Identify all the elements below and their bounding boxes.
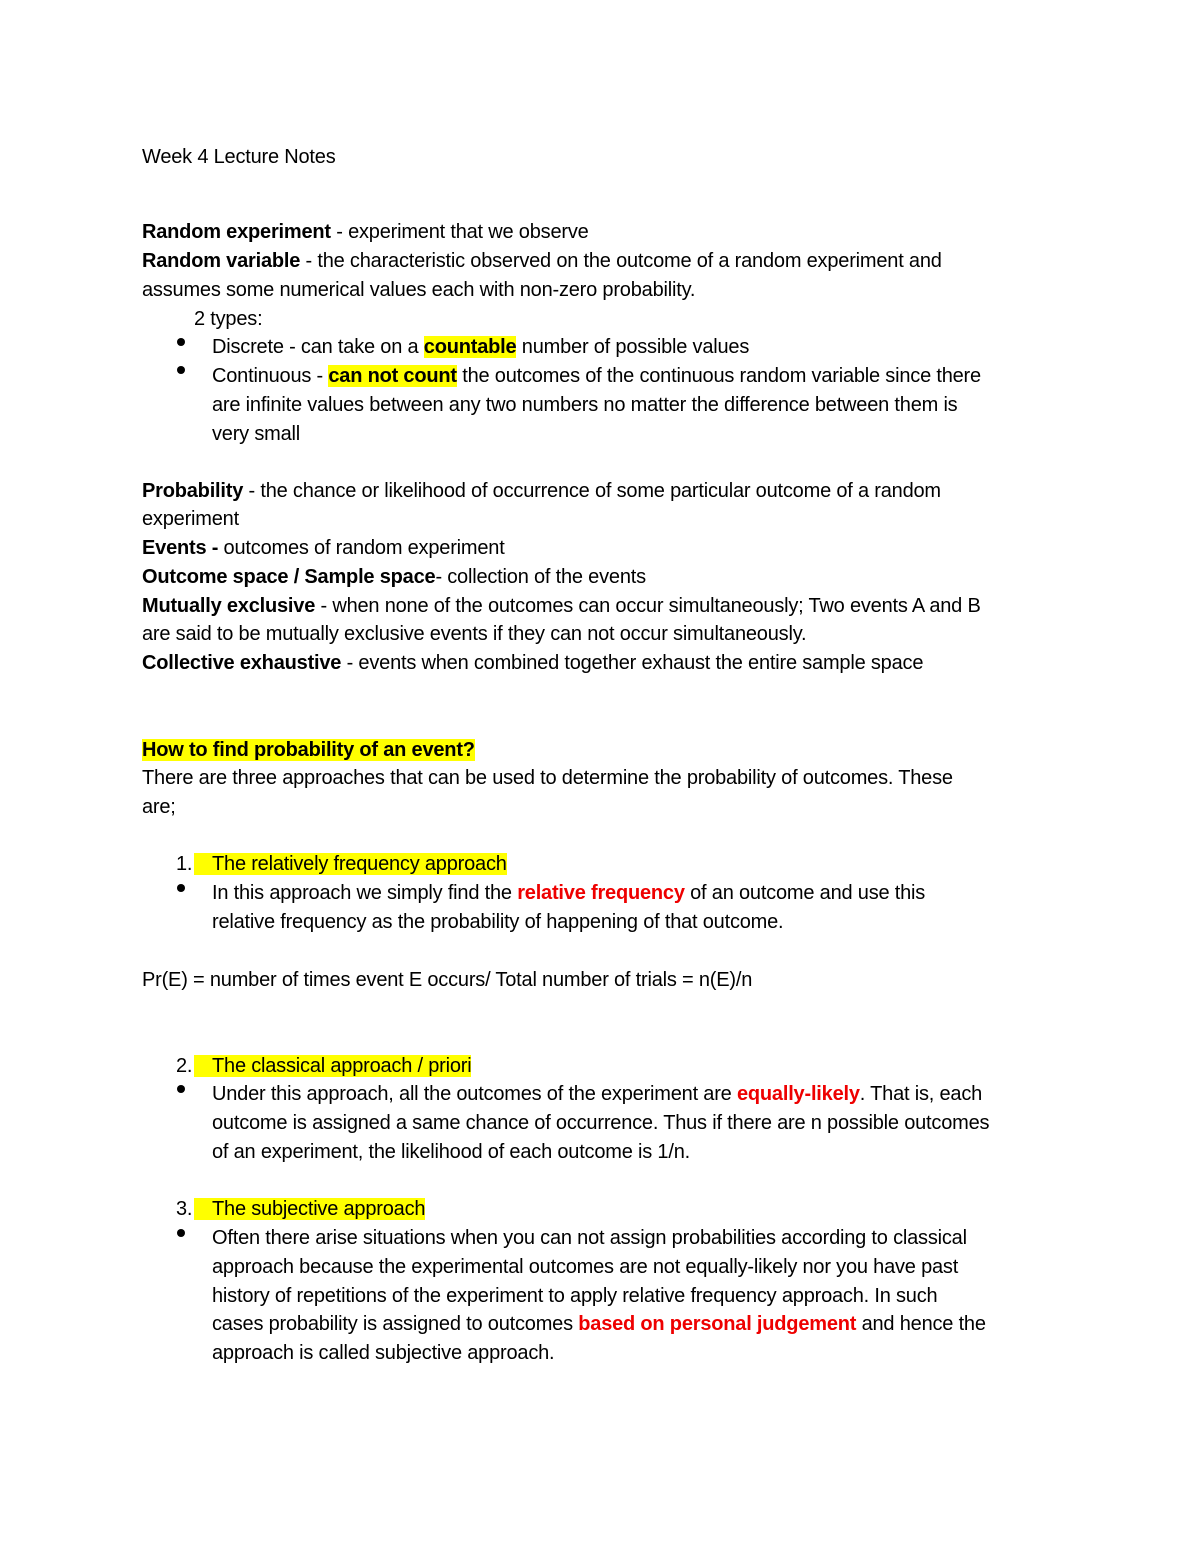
- separator: -: [341, 652, 359, 674]
- item-text-cont: approach because the experimental outcomes are not equally-likely nor you have past: [212, 1256, 959, 1278]
- definition-text: the chance or likelihood of occurrence of some particular outcome of a random: [260, 480, 941, 502]
- item-text: number of possible values: [516, 336, 750, 358]
- item-text-cont: relative frequency as the probability of happening of that outcome.: [212, 911, 784, 933]
- bullet-icon: [177, 1085, 185, 1093]
- emphasis-text: relative frequency: [517, 882, 685, 904]
- item-text-cont: of an experiment, the likelihood of each outcome is 1/n.: [212, 1141, 690, 1163]
- item-text: and hence the: [856, 1313, 986, 1335]
- item-text: In this approach we simply find the: [212, 882, 518, 904]
- term: Events -: [142, 537, 219, 559]
- definition-random-experiment: [142, 218, 589, 247]
- list-number: 2.: [176, 1055, 193, 1077]
- section-intro-cont: are;: [142, 796, 176, 818]
- list-item-discrete: [212, 333, 749, 362]
- definition-mutually-exclusive: [142, 592, 981, 621]
- approach-description: Often there arise situations when you can not assign probabilities according to classical: [212, 1227, 967, 1249]
- item-text: Discrete - can take on a: [212, 336, 424, 358]
- highlighted-term: countable: [423, 336, 517, 358]
- types-heading: 2 types:: [194, 308, 263, 330]
- item-text: the outcomes of the continuous random variable since there: [456, 365, 981, 387]
- term: Collective exhaustive: [142, 652, 342, 674]
- section-intro: There are three approaches that can be used to determine the probability of outcomes. These: [142, 767, 953, 789]
- emphasis-text: equally-likely: [736, 1083, 860, 1105]
- highlighted-term: can not count: [328, 365, 457, 387]
- definition-outcome-space: [142, 563, 646, 592]
- bullet-icon: [177, 338, 185, 346]
- bullet-icon: [177, 1229, 185, 1237]
- term: Random experiment: [142, 221, 331, 243]
- approach-title: [194, 1052, 471, 1081]
- term: Mutually exclusive: [142, 595, 316, 617]
- definition-collective-exhaustive: [142, 649, 923, 678]
- term: Probability: [142, 480, 244, 502]
- approach-title: [194, 1195, 425, 1224]
- approach-title: [194, 850, 507, 879]
- item-text: Under this approach, all the outcomes of the experiment are: [212, 1083, 737, 1105]
- bullet-icon: [177, 884, 185, 892]
- item-text-cont: outcome is assigned a same chance of occurrence. Thus if there are n possible outcomes: [212, 1112, 990, 1134]
- term: Outcome space / Sample space: [142, 566, 436, 588]
- page-title: Week 4 Lecture Notes: [142, 146, 336, 168]
- definition-text: the characteristic observed on the outcome of a random experiment and: [317, 250, 942, 272]
- definition-text-cont: assumes some numerical values each with non-zero probability.: [142, 279, 696, 301]
- separator: -: [330, 221, 349, 243]
- item-text-cont: history of repetitions of the experiment to apply relative frequency approach. In such: [212, 1285, 938, 1307]
- definition-events: [142, 534, 505, 563]
- item-text-cont: are infinite values between any two numbers no matter the difference between them is: [212, 394, 958, 416]
- item-text: cases probability is assigned to outcomes: [212, 1313, 579, 1335]
- approach-description: [212, 879, 925, 908]
- list-number: 3.: [176, 1198, 193, 1220]
- definition-text: - collection of the events: [435, 566, 646, 588]
- item-text: . That is, each: [859, 1083, 983, 1105]
- definition-text: experiment that we observe: [348, 221, 589, 243]
- item-text: Continuous -: [212, 365, 329, 387]
- definition-text: outcomes of random experiment: [218, 537, 505, 559]
- definition-probability: [142, 477, 941, 506]
- item-text: of an outcome and use this: [684, 882, 926, 904]
- separator: -: [243, 480, 261, 502]
- term: Random variable: [142, 250, 301, 272]
- heading-text: How to find probability of an event?: [142, 739, 475, 761]
- definition-random-variable: [142, 247, 942, 276]
- definition-text: events when combined together exhaust the entire sample space: [358, 652, 924, 674]
- list-item-continuous: [212, 362, 981, 391]
- list-number: 1.: [176, 853, 193, 875]
- section-heading: [142, 736, 475, 765]
- approach-title-text: The classical approach / priori: [194, 1055, 471, 1077]
- definition-text: when none of the outcomes can occur simultaneously; Two events A and B: [332, 595, 981, 617]
- definition-text-cont: are said to be mutually exclusive events if they can not occur simultaneously.: [142, 623, 807, 645]
- definition-text-cont: experiment: [142, 508, 239, 530]
- item-text-cont: [212, 1310, 986, 1339]
- approach-title-text: The subjective approach: [194, 1198, 425, 1220]
- approach-description: [212, 1080, 982, 1109]
- item-text-cont: approach is called subjective approach.: [212, 1342, 555, 1364]
- separator: -: [315, 595, 333, 617]
- emphasis-text: based on personal judgement: [578, 1313, 857, 1335]
- item-text-cont: very small: [212, 423, 301, 445]
- bullet-icon: [177, 366, 185, 374]
- separator: -: [300, 250, 318, 272]
- approach-title-text: The relatively frequency approach: [194, 853, 507, 875]
- formula: Pr(E) = number of times event E occurs/ Total number of trials = n(E)/n: [142, 969, 753, 991]
